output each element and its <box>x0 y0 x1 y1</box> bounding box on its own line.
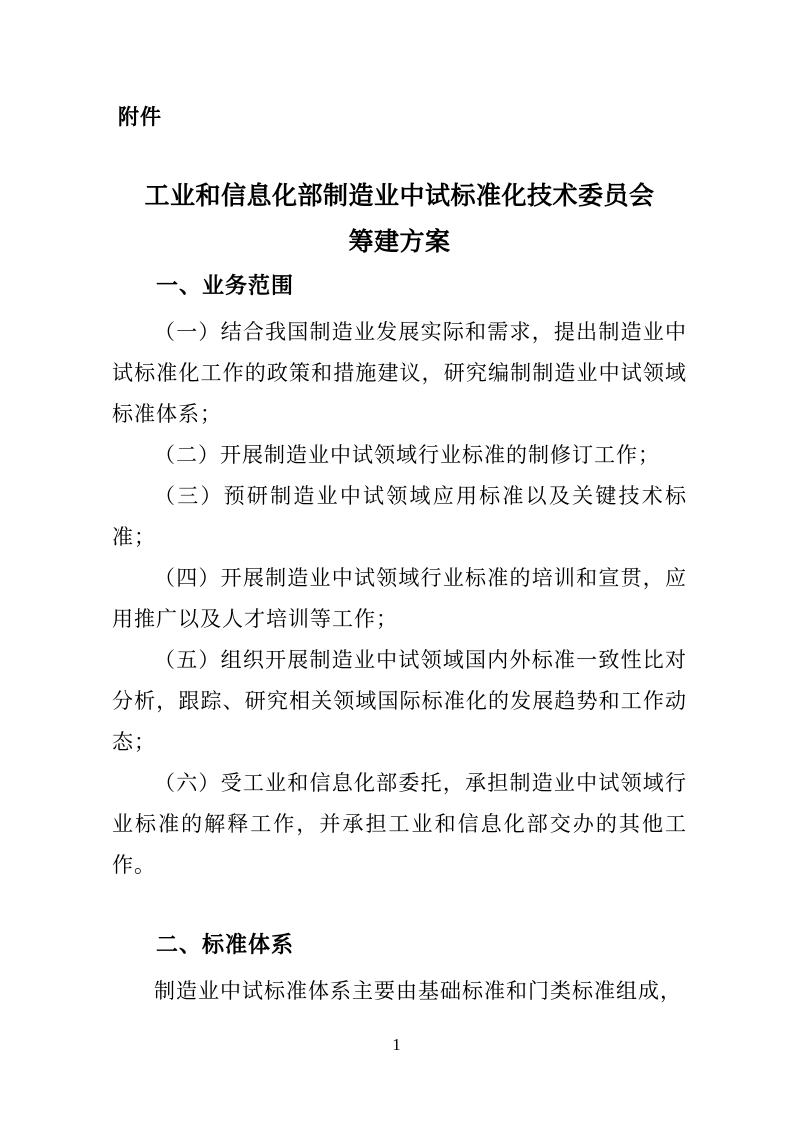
page-number: 1 <box>392 1035 401 1054</box>
section-heading-business-scope: 一、业务范围 <box>156 273 295 298</box>
title-line-2: 筹建方案 <box>348 228 451 256</box>
paragraph-item-2: （二）开展制造业中试领域行业标准的制修订工作； <box>154 443 660 467</box>
paragraph-item-5: （五）组织开展制造业中试领域国内外标准一致性比对分析，跟踪、研究相关领域国际标准化的发展趋势和工作动态； <box>112 648 687 754</box>
attachment-label: 附件 <box>118 106 162 129</box>
paragraph-standard-system-1: 制造业中试标准体系主要由基础标准和门类标准组成， <box>154 979 682 1003</box>
paragraph-item-4: （四）开展制造业中试领域行业标准的培训和宣贯，应用推广以及人才培训等工作； <box>112 566 687 631</box>
document-content <box>112 0 687 1012</box>
section-business-scope <box>112 265 687 886</box>
paragraph-item-3: （三）预研制造业中试领域应用标准以及关键技术标准； <box>112 484 687 549</box>
title-line-1: 工业和信息化部制造业中试标准化技术委员会 <box>144 182 655 210</box>
paragraph-item-1: （一）结合我国制造业发展实际和需求，提出制造业中试标准化工作的政策和措施建议，研究编制制造业中试领域标准体系； <box>112 320 687 426</box>
section-heading-standard-system: 二、标准体系 <box>156 932 295 957</box>
document-title <box>112 173 687 265</box>
paragraph-item-6: （六）受工业和信息化部委托，承担制造业中试领域行业标准的解释工作，并承担工业和信息化部交办的其他工作。 <box>112 771 687 877</box>
section-standard-system <box>112 924 687 1012</box>
